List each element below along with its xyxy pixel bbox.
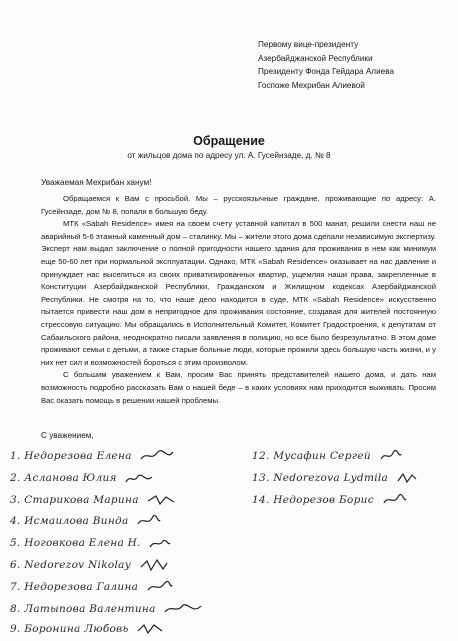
handwritten-signature-icon	[139, 449, 175, 463]
handwritten-signature-icon	[146, 580, 174, 594]
addressee-line: Первому вице-президенту	[258, 40, 359, 49]
signature-name: 4. Исмаилова Винда	[10, 515, 129, 527]
signature-name: 3. Старикова Марина	[10, 494, 139, 506]
addressee-line: Азербайджанской Республики	[258, 53, 373, 63]
signature-name: 14. Недорезов Борис	[252, 494, 374, 506]
signature-name: 1. Недорезова Елена	[10, 450, 132, 462]
signature-entry	[252, 493, 408, 507]
handwritten-signature-icon	[136, 514, 162, 528]
signature-entry	[252, 471, 418, 485]
signature-name: 13. Nedorezova Lydmila	[252, 472, 389, 484]
signature-name: 9. Боронина Любовь	[10, 623, 129, 635]
signature-name: 8. Латыпова Валентина	[10, 603, 156, 615]
handwritten-signature-icon	[146, 493, 176, 507]
signature-entry	[10, 449, 175, 463]
signature-entry	[252, 449, 403, 463]
signature-entry	[10, 558, 169, 572]
signature-name: 7. Недорезова Галина	[10, 581, 139, 593]
handwritten-signature-icon	[163, 602, 203, 616]
signature-entry	[10, 622, 164, 636]
closing-text: С уважением,	[41, 431, 94, 440]
body-paragraph: МТК «Sabah Residence» имея на своем счету уставной капитал в 500 манат, решили снести наш не аварийный 5-6 этажный каменный дом – сталинку. Мы – жители этого дома сделали независимую экспертизу. Эксперт нам выдал заключение о полной пригодности нашего здания для проживания в нем как минимум еще 50-60 лет при нормальной эксплуатации. Однако, МТК «Sabah Residence» оказывает на нас давление и принуждает нас выселиться из своих приватизированных квартир, ущемляя наши права, закрепленные в Конституции Азербайджанской Республики, Гражданском и Жилищном кодексах Азербайджанской Республики. Не смотря на то, что наше дело находится в суде, МТК «Sabah Residence» искусственно пытается привести наш дом в непригодное для проживания состояние, создавая для жителей постоянную стрессовую ситуацию. Мы обращались в Исполнительный Комитет, Комитет Градостроения, к депутатам от Сабаильского района, неоднократно писали заявления в полицию, но все было безрезультатно. В этом доме проживают семьи с детьми, а также старые больные люди, которые прожили здесь большую часть жизни, и у них нет сил и возможностей бороться с этим произволом.	[41, 219, 436, 367]
handwritten-signature-icon	[382, 493, 408, 507]
handwritten-signature-icon	[139, 558, 169, 572]
greeting: Уважаемая Мехрибан ханум!	[41, 178, 152, 187]
body-paragraph: С большим уважением к Вам, просим Вас принять представителей нашего дома, и дать нам возможность подробно рассказать Вам о нашей беде – в каких условиях нам приходится выживать. Просим Вас оказать помощь в решении нашей проблемы.	[41, 370, 436, 405]
document-subtitle: от жильцов дома по адресу ул. А. Гусейнзаде, д. № 8	[127, 151, 331, 160]
handwritten-signature-icon	[148, 536, 172, 550]
signature-name: 5. Ноговкова Елена Н.	[10, 537, 141, 549]
signature-name: 2. Асланова Юлия	[10, 472, 117, 484]
signature-entry	[10, 580, 174, 594]
addressee-line: Госпоже Мехрибан Алиевой	[258, 80, 365, 90]
handwritten-signature-icon	[396, 471, 418, 485]
handwritten-signature-icon	[379, 449, 403, 463]
signature-entry	[10, 471, 154, 485]
signature-entry	[10, 602, 203, 616]
signature-entry	[10, 514, 162, 528]
signature-entry	[10, 536, 172, 550]
body-paragraph: Обращаемся к Вам с просьбой. Мы – русскоязычные граждане, проживающие по адресу: А. Гусейнзаде, дом № 8, попали в большую беду.	[41, 194, 436, 216]
handwritten-signature-icon	[124, 471, 154, 485]
handwritten-signature-icon	[136, 622, 164, 636]
signature-name: 6. Nedorezov Nikolay	[10, 559, 131, 571]
addressee-line: Президенту Фонда Гейдара Алиева	[258, 67, 395, 76]
signature-entry	[10, 493, 176, 507]
signature-name: 12. Мусафин Сергей	[252, 450, 371, 462]
document-title: Обращение	[193, 134, 265, 148]
